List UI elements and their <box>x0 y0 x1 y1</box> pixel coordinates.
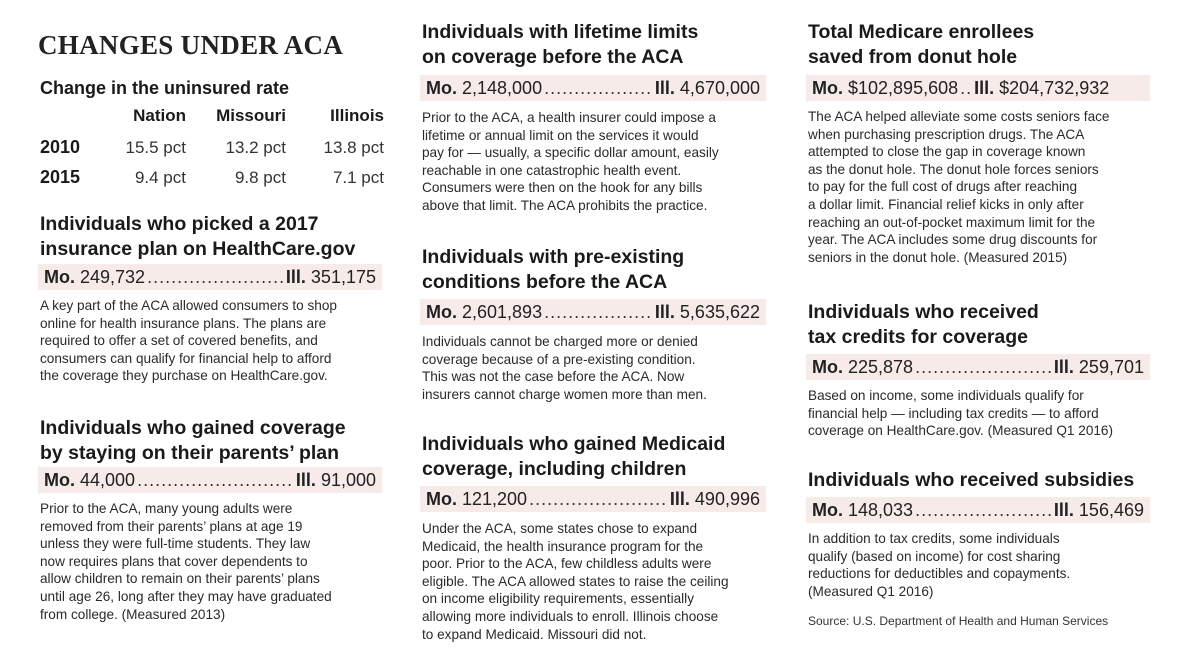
leader-dots <box>544 75 653 101</box>
medicaid-stat <box>420 486 766 512</box>
column-header-nation: Nation <box>133 106 186 125</box>
medicaid-heading: Individuals who gained Medicaid coverage, including children <box>422 433 726 480</box>
ill-value: 156,469 <box>1078 500 1144 520</box>
healthcare-gov-heading: Individuals who picked a 2017 insurance plan on HealthCare.gov <box>40 213 356 260</box>
leader-dots <box>529 486 668 512</box>
row-year: 2015 <box>40 167 81 187</box>
ill-label: Ill. <box>295 470 316 490</box>
medicare-stat <box>806 75 1150 101</box>
mo-value: 2,601,893 <box>462 302 543 322</box>
column-header-missouri: Missouri <box>216 106 286 125</box>
ill-value: 91,000 <box>320 470 376 490</box>
leader-dots <box>137 467 294 493</box>
leader-dots <box>147 264 284 290</box>
ill-label: Ill. <box>669 489 690 509</box>
ill-label: Ill. <box>654 302 675 322</box>
table-header-row <box>38 104 386 134</box>
pre-existing-stat <box>420 299 766 325</box>
mo-label: Mo. <box>426 78 457 98</box>
tax-credits-body: Based on income, some individuals qualify for financial help — including tax credits — to afford coverage on HealthCare.gov. (Measured Q1 2016) <box>808 388 1114 439</box>
source-note: Source: U.S. Department of Health and Human Services <box>808 614 1109 628</box>
ill-value: 5,635,622 <box>679 302 760 322</box>
cell-nation: 15.5 pct <box>125 138 186 157</box>
tax-credits-stat <box>806 354 1150 380</box>
ill-label: Ill. <box>1053 357 1074 377</box>
mo-value: 121,200 <box>462 489 528 509</box>
column-header-illinois: Illinois <box>330 106 384 125</box>
leader-dots <box>544 299 653 325</box>
cell-nation: 9.4 pct <box>134 168 186 187</box>
lifetime-limits-stat <box>420 75 766 101</box>
pre-existing-body: Individuals cannot be charged more or denied coverage because of a pre-existing condition. This was not the case before the ACA. Now insurers cannot charge women more than men. <box>422 334 707 402</box>
subsidies-heading: Individuals who received subsidies <box>808 469 1135 491</box>
lifetime-limits-heading: Individuals with lifetime limits on coverage before the ACA <box>422 21 699 68</box>
mo-label: Mo. <box>44 470 75 490</box>
cell-illinois: 7.1 pct <box>332 168 384 187</box>
healthcare-gov-stat <box>38 264 382 290</box>
mo-value: 249,732 <box>80 267 146 287</box>
leader-dots <box>960 75 972 101</box>
uninsured-rate-table <box>38 104 386 194</box>
cell-illinois: 13.8 pct <box>323 138 384 157</box>
lifetime-limits-body: Prior to the ACA, a health insurer could impose a lifetime or annual limit on the services it would pay for — usually, a specific dollar amount, easily reachable in one catastrophic health event. Consumers were then on the hook for any bills above that limit. The ACA prohibits the practice. <box>422 110 719 213</box>
row-year: 2010 <box>40 137 81 157</box>
mo-value: 44,000 <box>80 470 136 490</box>
ill-value: $204,732,932 <box>999 78 1110 98</box>
ill-label: Ill. <box>1053 500 1074 520</box>
cell-missouri: 9.8 pct <box>234 168 286 187</box>
parents-plan-heading: Individuals who gained coverage by staying on their parents’ plan <box>40 417 346 464</box>
medicare-heading: Total Medicare enrollees saved from donut hole <box>808 21 1035 68</box>
uninsured-rate-title: Change in the uninsured rate <box>40 78 290 98</box>
ill-value: 4,670,000 <box>679 78 760 98</box>
mo-label: Mo. <box>426 302 457 322</box>
parents-plan-body: Prior to the ACA, many young adults were removed from their parents’ plans at age 19 unless they were full-time students. They law now requires plans that cover dependents to allow children to remain on their parents’ plans until age 26, long after they may have graduated from college. (Measured 2013) <box>40 501 332 622</box>
mo-label: Mo. <box>812 500 843 520</box>
page-title: CHANGES UNDER ACA <box>38 30 344 60</box>
table-row <box>38 134 386 164</box>
tax-credits-heading: Individuals who received tax credits for coverage <box>808 301 1039 348</box>
table-row <box>38 164 386 194</box>
pre-existing-heading: Individuals with pre-existing conditions before the ACA <box>422 246 685 293</box>
subsidies-stat <box>806 497 1150 523</box>
ill-value: 259,701 <box>1078 357 1144 377</box>
cell-missouri: 13.2 pct <box>225 138 286 157</box>
mo-label: Mo. <box>812 78 843 98</box>
mo-value: 225,878 <box>848 357 914 377</box>
healthcare-gov-body: A key part of the ACA allowed consumers to shop online for health insurance plans. The plans are required to offer a set of covered benefits, and consumers can qualify for financial help to afford the coverage they purchase on HealthCare.gov. <box>40 298 337 384</box>
mo-label: Mo. <box>426 489 457 509</box>
subsidies-body: In addition to tax credits, some individuals qualify (based on income) for cost sharing reductions for deductibles and copayments. (Measured Q1 2016) <box>808 531 1071 599</box>
ill-label: Ill. <box>285 267 306 287</box>
ill-value: 351,175 <box>310 267 376 287</box>
ill-label: Ill. <box>974 78 995 98</box>
medicaid-body: Under the ACA, some states chose to expand Medicaid, the health insurance program for the poor. Prior to the ACA, few childless adults were eligible. The ACA allowed states to raise the ceiling on income eligibility requirements, essentially allowing more individuals to enroll. Illinois choose to expand Medicaid. Missouri did not. <box>422 521 729 642</box>
mo-label: Mo. <box>44 267 75 287</box>
ill-value: 490,996 <box>694 489 760 509</box>
parents-plan-stat <box>38 467 382 493</box>
ill-label: Ill. <box>654 78 675 98</box>
leader-dots <box>915 497 1052 523</box>
mo-value: $102,895,608 <box>848 78 959 98</box>
leader-dots <box>915 354 1052 380</box>
mo-value: 148,033 <box>848 500 914 520</box>
mo-value: 2,148,000 <box>462 78 543 98</box>
medicare-body: The ACA helped alleviate some costs seniors face when purchasing prescription drugs. The ACA attempted to close the gap in coverage known as the donut hole. The donut hole forces seniors to pay for the full cost of drugs after reaching a dollar limit. Financial relief kicks in only after reaching an out-of-pocket maximum limit for the year. The ACA includes some drug discounts for seniors in the donut hole. (Measured 2015) <box>808 109 1110 265</box>
mo-label: Mo. <box>812 357 843 377</box>
